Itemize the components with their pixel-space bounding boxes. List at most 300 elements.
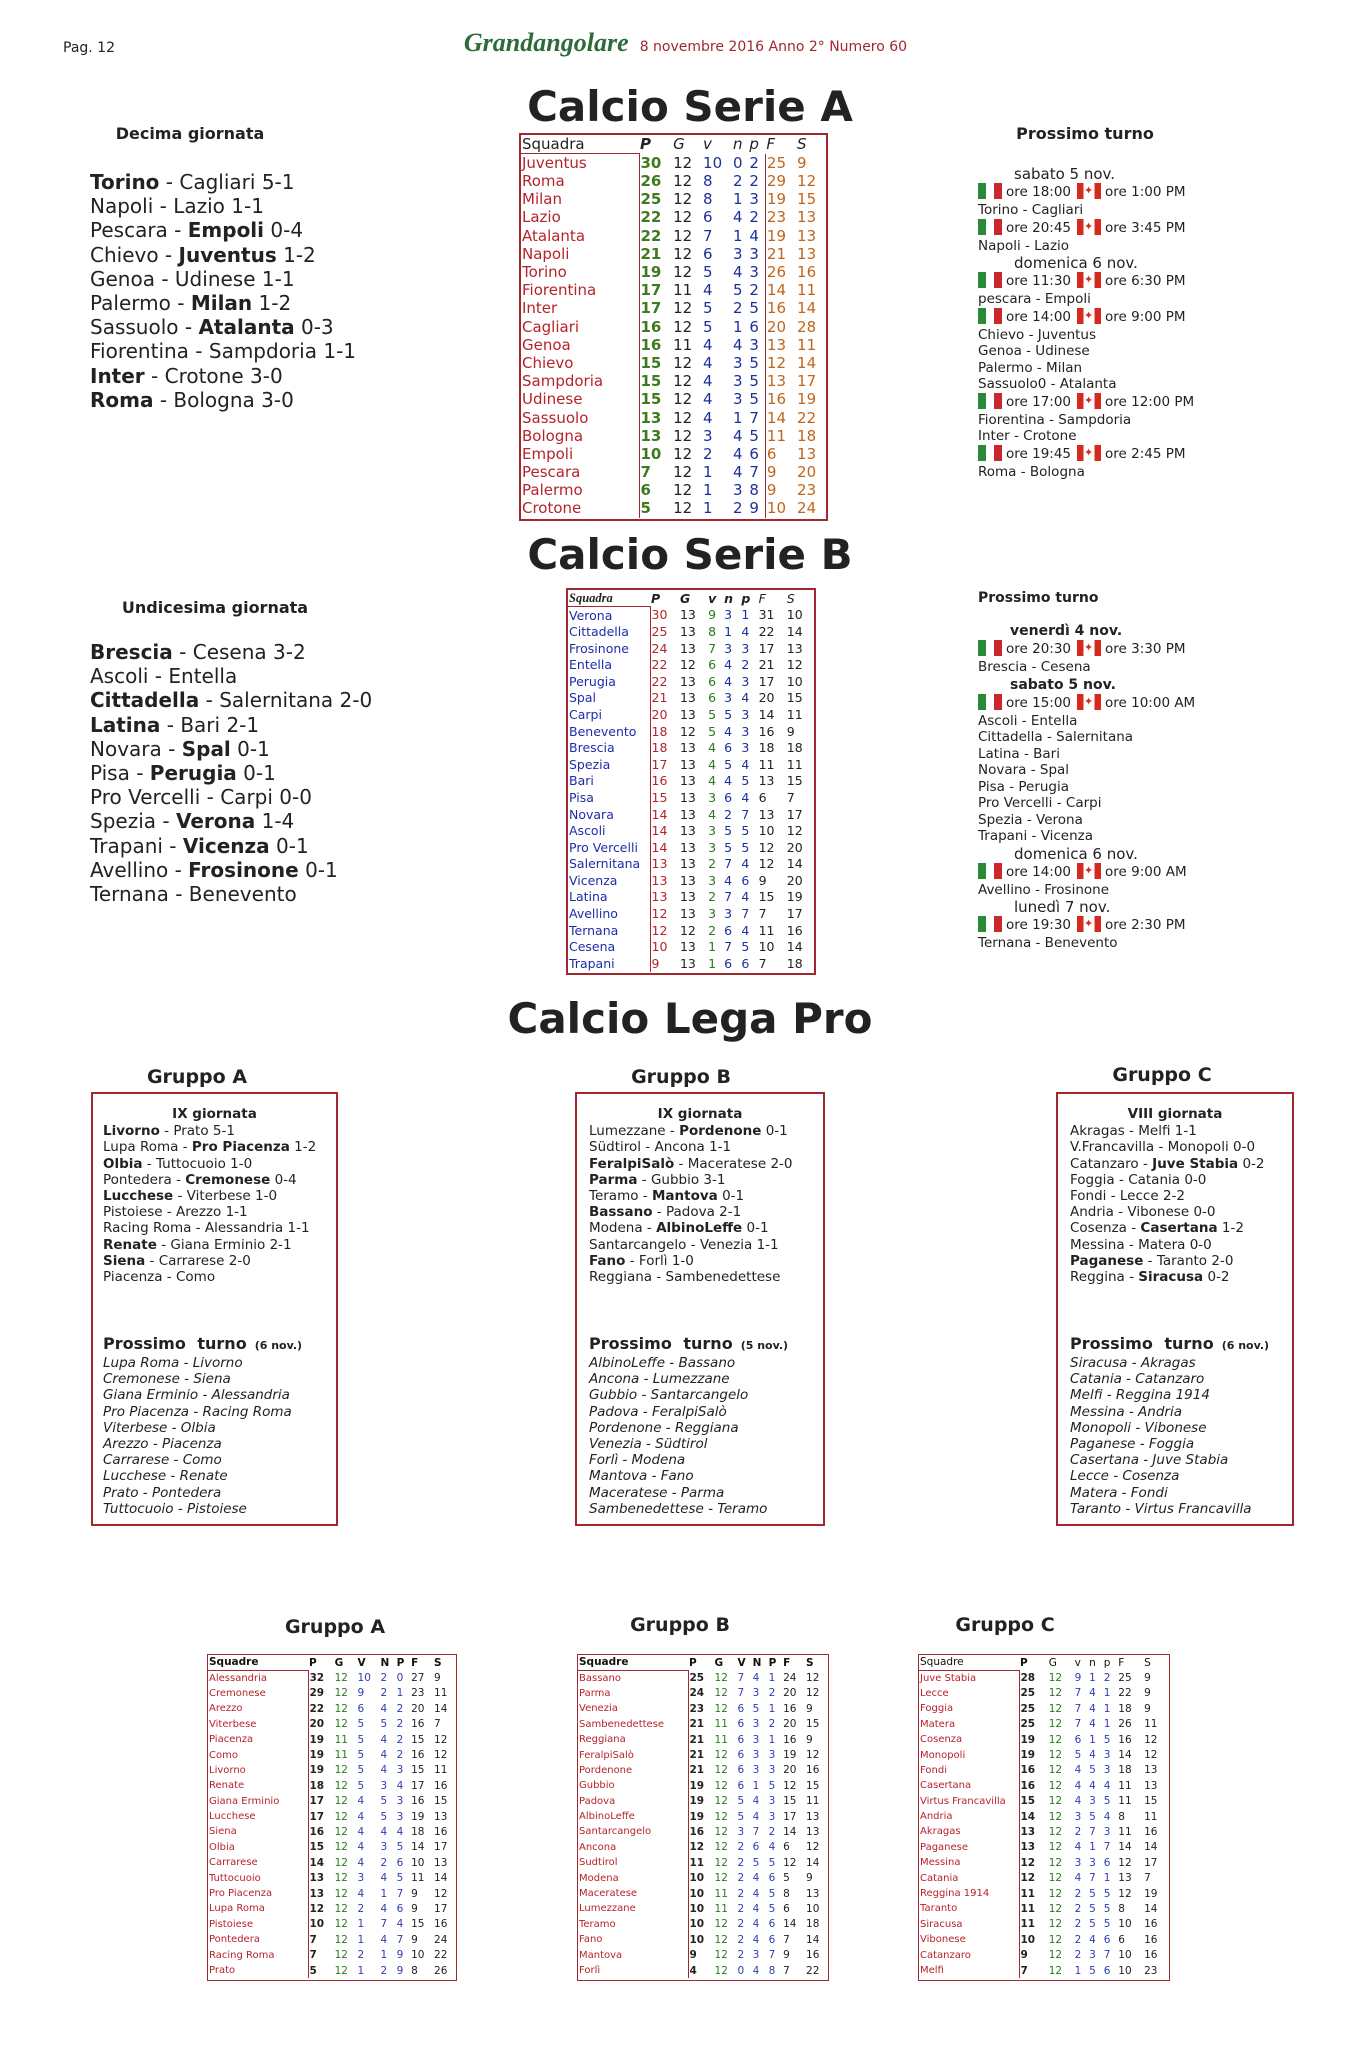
stat-cell: 12 (1048, 1949, 1063, 1962)
stat-cell: 12 (673, 299, 693, 318)
away-team: Benevento (188, 882, 297, 907)
stat-cell: 4 (357, 1795, 365, 1808)
team-name: Entella (568, 656, 650, 673)
home-team: Genoa (90, 266, 155, 291)
table-header-row (578, 1655, 828, 1670)
stat-cell: 12 (1048, 1687, 1063, 1700)
stat-cell: 10 (1118, 1918, 1132, 1931)
stat-cell: 13 (786, 640, 803, 656)
score: 0-1 (276, 833, 309, 858)
stat-cell: 13 (1020, 1841, 1036, 1854)
stat-cell: 5 (1103, 1902, 1111, 1915)
table-row (919, 1747, 1169, 1762)
stat-cell: 16 (434, 1825, 448, 1838)
stat-cell: 4 (1074, 1795, 1082, 1808)
result-row (103, 1123, 326, 1139)
serie-a-title: Calcio Serie A (527, 82, 853, 131)
stat-cell: 12 (714, 1825, 728, 1838)
result-row (103, 1172, 326, 1188)
stat-cell: 19 (689, 1795, 705, 1808)
stat-cell: 27 (411, 1672, 425, 1685)
team-name: Siena (208, 1824, 308, 1839)
stat-cell: 12 (758, 856, 775, 872)
next-match: Sambenedettese - Teramo (589, 1500, 768, 1517)
stat-cell: 4 (732, 426, 743, 445)
table-row (521, 481, 826, 499)
column-header: G (334, 1656, 344, 1669)
next-match: Ascoli - Entella (978, 712, 1078, 729)
stat-cell: 14 (309, 1856, 325, 1869)
stat-cell: 12 (806, 1687, 820, 1700)
next-date: (5 nov.) (740, 1339, 789, 1352)
stat-cell: 8 (749, 481, 759, 500)
separator: - (642, 1220, 657, 1237)
away-team: Gubbio (650, 1171, 700, 1188)
team-name: Gubbio (578, 1778, 688, 1793)
result-row (103, 1237, 326, 1253)
table-row (208, 1670, 456, 1685)
stat-cell: 5 (749, 299, 759, 318)
home-team: Pistoiese (103, 1204, 163, 1221)
stat-cell: 20 (783, 1687, 797, 1700)
stat-cell: 22 (309, 1702, 325, 1715)
stat-cell: 10 (309, 1918, 325, 1931)
next-heading (103, 1334, 302, 1353)
stat-cell: 13 (309, 1887, 325, 1900)
away-team: Juventus (178, 242, 277, 267)
table-row (521, 263, 826, 281)
next-match: Taranto - Virtus Francavilla (1070, 1500, 1252, 1517)
team-name: Cesena (568, 938, 650, 955)
stat-cell: 4 (752, 1933, 760, 1946)
separator: - (641, 1139, 655, 1156)
stat-cell: 4 (724, 872, 733, 888)
next-match: Sassuolo0 - Atalanta (978, 376, 1117, 392)
stat-cell: 2 (732, 299, 743, 318)
score: 0-1 (765, 1123, 788, 1140)
result-row (103, 1139, 326, 1155)
stat-cell: 7 (1103, 1949, 1111, 1962)
home-team: Santarcangelo (589, 1236, 687, 1253)
stat-cell: 4 (708, 773, 717, 789)
result-row (103, 1253, 326, 1269)
column-header: S (806, 1656, 814, 1669)
next-match: Casertana - Juve Stabia (1070, 1452, 1229, 1469)
italy-time: ore 14:00 (1006, 308, 1072, 325)
stat-cell: 12 (1048, 1872, 1063, 1885)
table-row (521, 463, 826, 481)
stat-cell: 15 (783, 1795, 797, 1808)
away-team: Prato (173, 1123, 209, 1140)
team-name: Pisa (568, 789, 650, 806)
stat-cell: 12 (673, 499, 693, 518)
stat-cell: 21 (640, 244, 662, 263)
column-header: P (651, 590, 661, 606)
team-name: Ternana (568, 922, 650, 939)
away-team: Melfi (1138, 1123, 1171, 1140)
table-row (568, 623, 814, 640)
result-row (90, 364, 356, 388)
stat-cell: 7 (1144, 1872, 1151, 1885)
next-list (1070, 1355, 1252, 1517)
team-name: Frosinone (568, 640, 650, 657)
stat-cell: 16 (1144, 1918, 1158, 1931)
stat-cell: 7 (309, 1933, 317, 1946)
stat-cell: 4 (741, 690, 750, 706)
result-row (90, 170, 356, 194)
next-match: pescara - Empoli (978, 291, 1091, 307)
separator: - (665, 1123, 680, 1140)
separator: - (1138, 1155, 1153, 1172)
stat-cell: 11 (334, 1749, 348, 1762)
stat-cell: 16 (689, 1825, 705, 1838)
team-name: Livorno (208, 1763, 308, 1778)
table-row (208, 1917, 456, 1932)
stat-cell: 24 (651, 640, 668, 656)
stat-cell: 1 (752, 1779, 760, 1792)
stat-cell: 22 (640, 208, 662, 227)
serie-a-next-list (978, 165, 1194, 480)
stat-cell: 15 (640, 390, 662, 409)
stat-cell: 3 (1103, 1764, 1111, 1777)
table-row (919, 1794, 1169, 1809)
stat-cell: 5 (749, 353, 759, 372)
next-match: Matera - Fondi (1070, 1484, 1168, 1501)
stat-cell: 4 (708, 806, 717, 822)
stat-cell: 4 (752, 1872, 760, 1885)
stat-cell: 12 (334, 1902, 348, 1915)
stat-cell: 6 (1118, 1933, 1125, 1946)
table-row (919, 1855, 1169, 1870)
table-row (919, 1732, 1169, 1747)
team-name: Casertana (919, 1778, 1019, 1793)
table-row (578, 1947, 828, 1962)
stat-cell: 19 (1144, 1887, 1158, 1900)
stat-cell: 12 (714, 1918, 728, 1931)
stat-cell: 2 (737, 1933, 745, 1946)
stat-cell: 4 (1103, 1810, 1111, 1823)
stat-cell: 5 (752, 1856, 760, 1869)
result-row (103, 1220, 326, 1236)
stat-cell: 10 (1020, 1933, 1036, 1946)
stat-cell: 20 (786, 872, 803, 888)
table-row (521, 245, 826, 263)
stat-cell: 12 (1048, 1718, 1063, 1731)
next-time (978, 916, 1195, 935)
score: 0-0 (1189, 1236, 1212, 1253)
stat-cell: 2 (737, 1902, 745, 1915)
stat-cell: 4 (703, 390, 713, 409)
home-team: Piacenza (103, 1269, 163, 1286)
home-team: Bassano (589, 1204, 653, 1221)
stat-cell: 11 (786, 706, 803, 722)
away-team: Giana Erminio (170, 1236, 266, 1253)
stat-cell: 5 (357, 1718, 365, 1731)
stat-cell: 18 (651, 723, 668, 739)
stat-cell: 3 (732, 390, 743, 409)
stat-cell: 3 (708, 839, 717, 855)
stat-cell: 3 (380, 1779, 388, 1792)
column-header: n (724, 590, 734, 606)
score: 0-1 (243, 761, 276, 786)
home-team: Avellino (90, 857, 169, 882)
canada-time: ore 6:30 PM (1105, 273, 1186, 289)
next-match: Trapani - Vicenza (978, 828, 1094, 844)
stat-cell: 16 (765, 390, 796, 408)
separator: - (1126, 1220, 1141, 1237)
stat-cell: 28 (1020, 1672, 1036, 1685)
stat-cell: 2 (1074, 1902, 1082, 1915)
stat-cell: 5 (749, 372, 759, 391)
stat-cell: 14 (797, 299, 817, 318)
separator: - (1143, 1252, 1157, 1269)
stat-cell: 7 (752, 1825, 760, 1838)
table-row (568, 806, 814, 823)
stat-cell: 9 (434, 1672, 441, 1685)
next-day: venerdì 4 nov. (1010, 623, 1123, 639)
stat-cell: 7 (708, 640, 717, 656)
next-match: Palermo - Milan (978, 359, 1083, 376)
stat-cell: 10 (786, 673, 803, 689)
table-row (578, 1870, 828, 1885)
stat-cell: 7 (396, 1933, 404, 1946)
results-list (1070, 1123, 1280, 1285)
stat-cell: 3 (768, 1764, 776, 1777)
next-match: Cittadella - Salernitana (978, 729, 1134, 745)
stat-cell: 12 (1144, 1749, 1158, 1762)
stat-cell: 12 (1048, 1672, 1063, 1685)
canada-flag-icon (1077, 272, 1101, 288)
score: 1-2 (258, 291, 292, 316)
stat-cell: 9 (758, 872, 767, 888)
table-header-row (208, 1655, 456, 1670)
table-row (521, 208, 826, 226)
separator: - (154, 266, 175, 291)
stat-cell: 5 (737, 1795, 745, 1808)
team-name: Pro Piacenza (208, 1886, 308, 1901)
column-header: V (737, 1656, 746, 1669)
next-time (978, 272, 1194, 291)
home-team: Foggia (1070, 1171, 1115, 1188)
team-name: Reggiana (578, 1732, 688, 1747)
separator: - (637, 1171, 651, 1188)
stat-cell: 3 (741, 673, 750, 689)
team-name: Piacenza (208, 1732, 308, 1747)
column-header: n (732, 135, 743, 154)
stat-cell: 12 (1020, 1856, 1036, 1869)
stat-cell: 5 (741, 823, 750, 839)
score: 1-1 (756, 1236, 779, 1253)
table-row (578, 1932, 828, 1947)
stat-cell: 5 (1103, 1887, 1111, 1900)
next-match: Fiorentina - Sampdoria (978, 411, 1132, 428)
table-row (521, 408, 826, 426)
column-header: p (741, 590, 751, 606)
separator: - (162, 1269, 176, 1286)
canada-flag-icon (1077, 863, 1101, 879)
stat-cell: 15 (786, 773, 803, 789)
stat-cell: 17 (786, 906, 803, 922)
stat-cell: 6 (1103, 1856, 1111, 1869)
next-match: Arezzo - Piacenza (103, 1436, 222, 1453)
result-row (90, 809, 372, 833)
stat-cell: 13 (679, 773, 696, 789)
stat-cell: 5 (380, 1795, 388, 1808)
score: 1-2 (294, 1139, 317, 1156)
stat-cell: 17 (1144, 1856, 1158, 1869)
result-row (1070, 1269, 1280, 1285)
score: 2-1 (719, 1204, 742, 1221)
stat-cell: 2 (737, 1856, 745, 1869)
round-title: IX giornata (657, 1106, 743, 1122)
stat-cell: 2 (708, 922, 717, 938)
table-row (919, 1717, 1169, 1732)
separator: - (171, 1171, 186, 1188)
stat-cell: 7 (749, 408, 759, 427)
home-team: Lupa Roma (103, 1139, 179, 1156)
stat-cell: 20 (758, 690, 775, 706)
stat-cell: 12 (714, 1672, 728, 1685)
home-team: Fondi (1070, 1188, 1107, 1205)
stat-cell: 16 (640, 317, 662, 336)
score: 0-0 (279, 785, 312, 810)
next-match: Siracusa - Akragas (1070, 1355, 1196, 1371)
next-heading (1070, 1334, 1269, 1353)
italy-time: ore 19:30 (1006, 917, 1072, 933)
table-row (568, 789, 814, 806)
stat-cell: 11 (434, 1687, 448, 1700)
team-name: Monopoli (919, 1747, 1019, 1762)
stat-cell: 2 (1074, 1887, 1082, 1900)
team-name: Milan (521, 190, 639, 208)
stat-cell: 22 (651, 657, 668, 673)
separator: - (161, 736, 182, 761)
home-team: Novara (90, 736, 162, 761)
score: 2-0 (1211, 1252, 1234, 1269)
stat-cell: 1 (732, 408, 743, 427)
stat-cell: 17 (758, 673, 775, 689)
table-row (578, 1809, 828, 1824)
table-row (521, 190, 826, 208)
team-name: Ancona (578, 1840, 688, 1855)
stat-cell: 12 (334, 1810, 348, 1823)
table-row (919, 1686, 1169, 1701)
team-name: Fano (578, 1932, 688, 1947)
team-name: Lucchese (208, 1809, 308, 1824)
result-row (90, 785, 372, 809)
away-team: Carrarese (158, 1252, 225, 1269)
stat-cell: 12 (673, 244, 693, 263)
stat-cell: 5 (1089, 1918, 1096, 1931)
stat-cell: 9 (708, 607, 717, 623)
stat-cell: 18 (786, 740, 803, 756)
team-name: Sambenedettese (578, 1717, 688, 1732)
stat-cell: 8 (1118, 1810, 1125, 1823)
table-row (208, 1901, 456, 1916)
stat-cell: 10 (758, 939, 775, 955)
stat-cell: 20 (786, 839, 803, 855)
team-name: Catania (919, 1870, 1019, 1885)
team-name: Brescia (568, 739, 650, 756)
separator: - (172, 640, 193, 664)
result-row (90, 713, 372, 737)
stat-cell: 13 (679, 740, 696, 756)
home-team: Fano (589, 1252, 626, 1269)
next-time (978, 445, 1194, 464)
stat-cell: 3 (732, 481, 743, 500)
table-row (208, 1732, 456, 1747)
team-name: Perugia (568, 673, 650, 690)
stat-cell: 10 (411, 1856, 425, 1869)
canada-time: ore 10:00 AM (1105, 694, 1196, 711)
stat-cell: 18 (806, 1918, 820, 1931)
stat-cell: 1 (1103, 1687, 1111, 1700)
stat-cell: 7 (758, 955, 767, 971)
stat-cell: 1 (732, 190, 743, 209)
team-name: Latina (568, 889, 650, 906)
stat-cell: 12 (806, 1841, 820, 1854)
stat-cell: 5 (357, 1733, 365, 1746)
team-name: Roma (521, 172, 639, 190)
stat-cell: 4 (1089, 1718, 1096, 1731)
table-row (521, 154, 826, 173)
stat-cell: 9 (806, 1733, 813, 1746)
stat-cell: 21 (689, 1733, 705, 1746)
stat-cell: 3 (768, 1810, 776, 1823)
team-name: Cremonese (208, 1686, 308, 1701)
stat-cell: 11 (673, 335, 693, 354)
stat-cell: 12 (714, 1687, 728, 1700)
stat-cell: 20 (411, 1702, 425, 1715)
table-row (208, 1855, 456, 1870)
stat-cell: 15 (434, 1795, 448, 1808)
stat-cell: 6 (1074, 1733, 1082, 1746)
table-header-row (568, 590, 814, 607)
team-name: Bassano (578, 1670, 688, 1685)
stat-cell: 0 (396, 1672, 404, 1685)
separator: - (652, 1204, 666, 1221)
stat-cell: 14 (1144, 1841, 1158, 1854)
result-row (90, 194, 356, 218)
stat-cell: 12 (334, 1764, 348, 1777)
column-header: v (1074, 1656, 1081, 1669)
table-row (521, 390, 826, 408)
home-team: Modena (589, 1220, 643, 1237)
stat-cell: 5 (741, 839, 750, 855)
stat-cell: 11 (758, 922, 775, 938)
stat-cell: 0 (737, 1964, 745, 1977)
stat-cell: 6 (737, 1764, 745, 1777)
separator: - (173, 1188, 187, 1205)
stat-cell: 4 (752, 1902, 760, 1915)
stat-cell: 10 (689, 1933, 705, 1946)
stat-cell: 5 (1089, 1810, 1096, 1823)
table-row (521, 281, 826, 299)
stat-cell: 12 (783, 1779, 797, 1792)
stat-cell: 4 (396, 1918, 404, 1931)
score: 1-1 (1174, 1123, 1197, 1140)
column-header: Squadra (568, 590, 650, 607)
stat-cell: 5 (1074, 1749, 1082, 1762)
stat-cell: 5 (380, 1810, 388, 1823)
team-name: Lupa Roma (208, 1901, 308, 1916)
stat-cell: 8 (768, 1964, 776, 1977)
column-header: n (1089, 1656, 1096, 1669)
stat-cell: 6 (357, 1702, 365, 1715)
next-day: sabato 5 nov. (1014, 165, 1116, 183)
stat-cell: 13 (679, 756, 696, 772)
stat-cell: 4 (1074, 1841, 1082, 1854)
